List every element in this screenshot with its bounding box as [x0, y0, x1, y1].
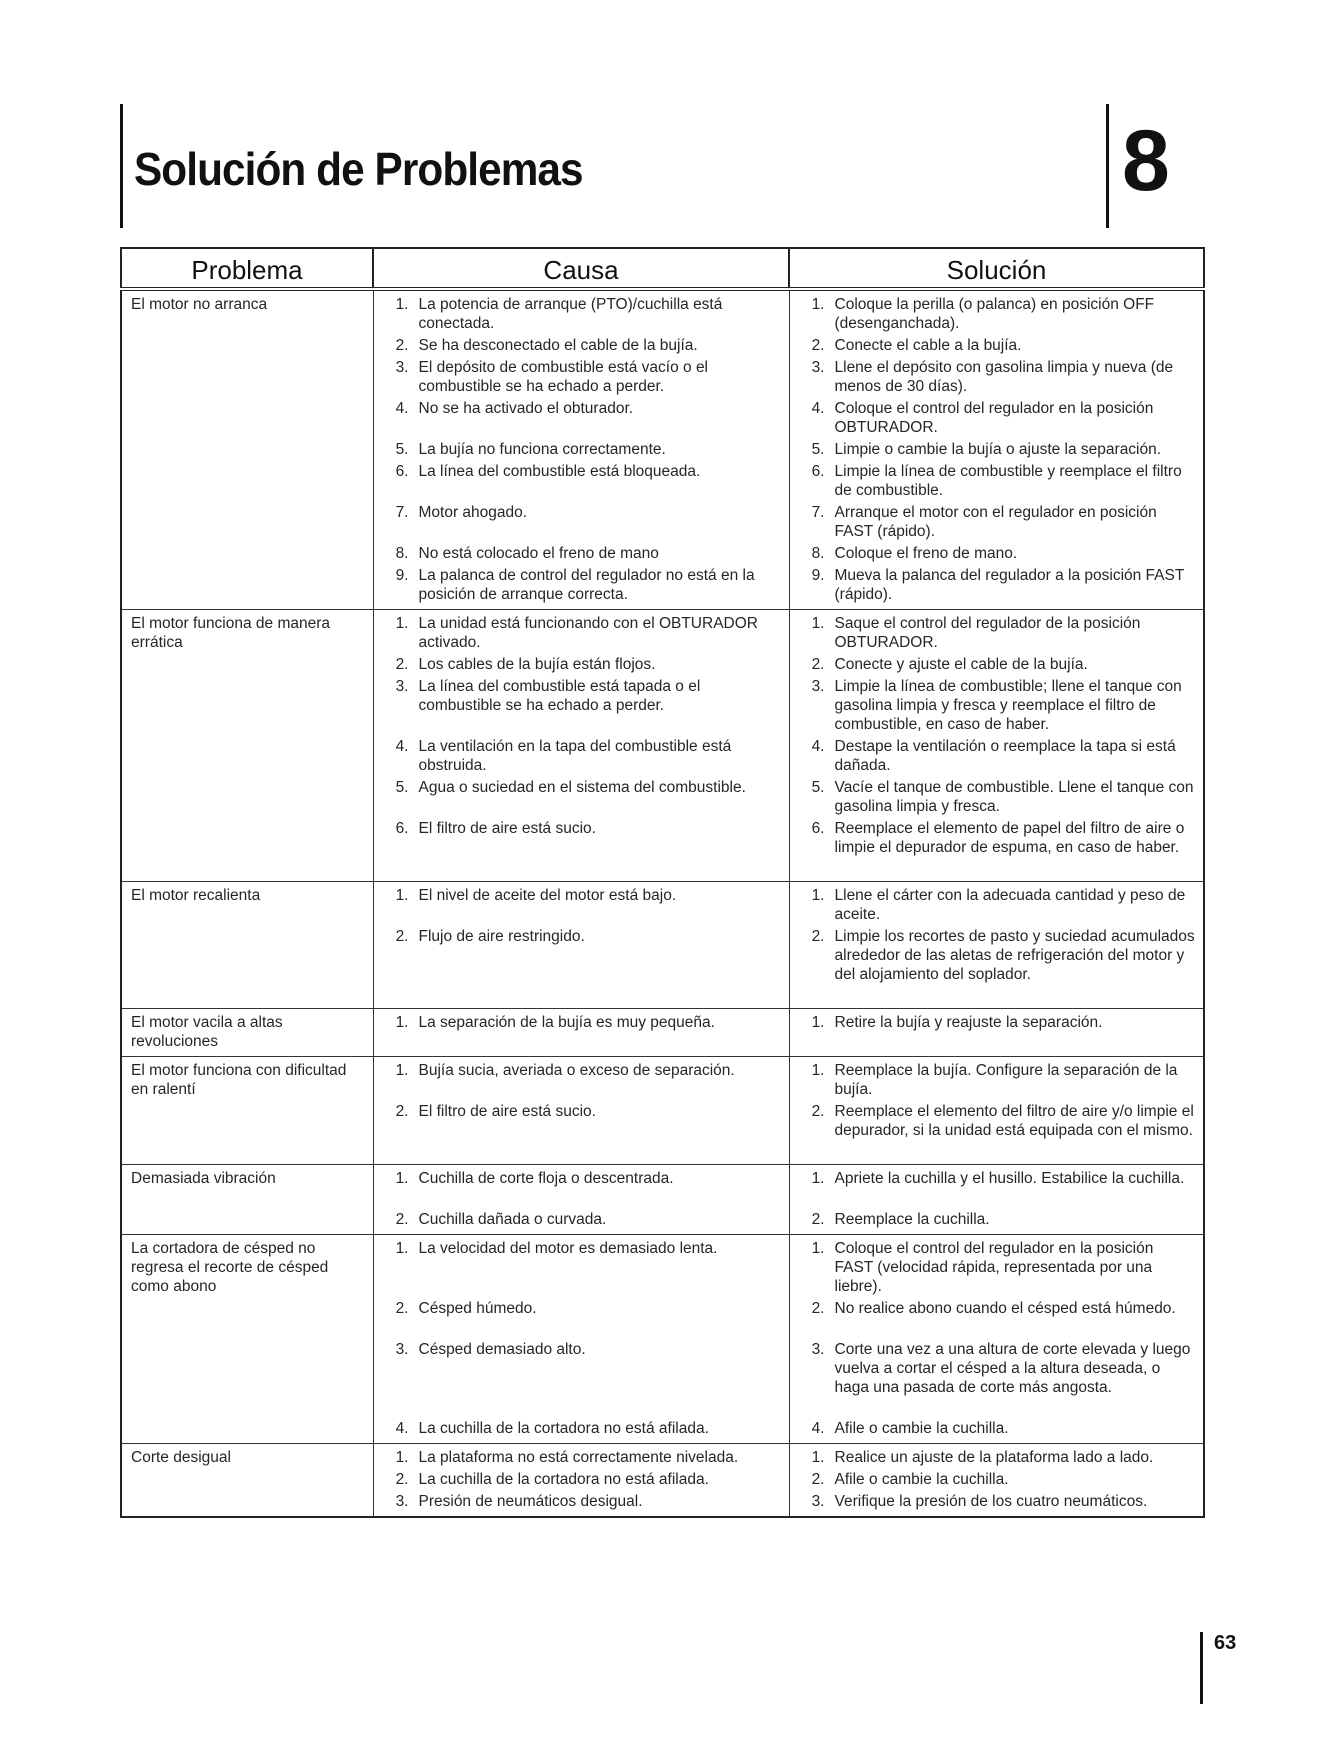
cause-cell [373, 289, 789, 610]
item-number: 1. [395, 1170, 409, 1187]
item-text: Coloque el freno de mano. [834, 545, 1018, 562]
item-text: Afile o cambie la cuchilla. [834, 1471, 1009, 1488]
cause-item [383, 462, 781, 500]
cause-item [383, 1013, 781, 1051]
item-text: Conecte el cable a la bujía. [834, 337, 1022, 354]
solution-cell [789, 610, 1204, 882]
item-number: 7. [395, 504, 409, 521]
item-text: Arranque el motor con el regulador en posición FAST (rápido). [834, 504, 1157, 540]
item-number: 2. [395, 656, 409, 673]
cause-cell [373, 1444, 789, 1518]
item-text: Flujo de aire restringido. [418, 928, 585, 945]
solution-item [799, 1492, 1196, 1511]
solution-item [799, 358, 1196, 396]
item-number: 1. [811, 1062, 825, 1079]
cause-cell [373, 882, 789, 1009]
table-row [121, 1009, 1204, 1057]
problem-cell: El motor funciona con dificultad en ralentí [121, 1057, 373, 1165]
solution-item [799, 1013, 1196, 1051]
item-text: El depósito de combustible está vacío o el combustible se ha echado a perder. [418, 359, 709, 395]
item-number: 8. [395, 545, 409, 562]
item-text: Reemplace la cuchilla. [834, 1211, 990, 1228]
item-text: Los cables de la bujía están flojos. [418, 656, 656, 673]
item-number: 3. [811, 1341, 825, 1358]
cause-item [383, 1169, 781, 1207]
solution-item [799, 399, 1196, 437]
item-number: 3. [811, 1493, 825, 1510]
item-text: Llene el cárter con la adecuada cantidad y peso de aceite. [834, 887, 1186, 923]
cause-item [383, 399, 781, 437]
item-text: Retire la bujía y reajuste la separación. [834, 1014, 1103, 1031]
cause-item [383, 1448, 781, 1467]
item-number: 8. [811, 545, 825, 562]
item-number: 2. [811, 656, 825, 673]
item-text: La velocidad del motor es demasiado lenta. [418, 1240, 718, 1257]
item-number: 2. [811, 1103, 825, 1120]
solution-item [799, 1299, 1196, 1337]
solution-item [799, 1419, 1196, 1438]
solution-item [799, 677, 1196, 734]
table-header-row [121, 248, 1204, 289]
item-text: No realice abono cuando el césped está húmedo. [834, 1300, 1176, 1317]
item-number: 3. [395, 1341, 409, 1358]
item-number: 9. [811, 567, 825, 584]
item-text: Verifique la presión de los cuatro neumáticos. [834, 1493, 1148, 1510]
item-number: 4. [395, 1420, 409, 1437]
item-text: Coloque el control del regulador en la posición FAST (velocidad rápida, representada por una liebre). [834, 1240, 1154, 1295]
item-text: La bujía no funciona correctamente. [418, 441, 666, 458]
item-text: Limpie los recortes de pasto y suciedad acumulados alrededor de las aletas de refrigeración del motor y del alojamiento del soplador. [834, 928, 1195, 983]
item-number: 7. [811, 504, 825, 521]
item-number: 1. [395, 1062, 409, 1079]
solution-cell [789, 1009, 1204, 1057]
solution-item [799, 1448, 1196, 1467]
item-number: 2. [395, 928, 409, 945]
footer-rule [1200, 1632, 1203, 1704]
cause-item [383, 1340, 781, 1416]
item-text: Corte una vez a una altura de corte elevada y luego vuelva a cortar el césped a la altura deseada, o haga una pasada de corte más angosta. [834, 1341, 1191, 1396]
item-number: 1. [811, 1449, 825, 1466]
item-number: 5. [395, 441, 409, 458]
item-text: Saque el control del regulador de la posición OBTURADOR. [834, 615, 1141, 651]
cause-item [383, 1299, 781, 1337]
item-text: Césped demasiado alto. [418, 1341, 586, 1358]
item-number: 1. [811, 1240, 825, 1257]
cause-item [383, 1239, 781, 1296]
solution-item [799, 462, 1196, 500]
cause-item [383, 440, 781, 459]
item-number: 6. [811, 820, 825, 837]
item-text: El nivel de aceite del motor está bajo. [418, 887, 677, 904]
problem-cell: La cortadora de césped no regresa el recorte de césped como abono [121, 1235, 373, 1444]
problem-cell: El motor no arranca [121, 289, 373, 610]
item-number: 3. [395, 359, 409, 376]
item-number: 4. [395, 400, 409, 417]
item-number: 3. [395, 1493, 409, 1510]
item-text: Motor ahogado. [418, 504, 528, 521]
item-number: 1. [395, 615, 409, 632]
item-text: La plataforma no está correctamente nivelada. [418, 1449, 739, 1466]
item-text: La unidad está funcionando con el OBTURADOR activado. [418, 615, 758, 651]
solution-item [799, 1061, 1196, 1099]
item-number: 9. [395, 567, 409, 584]
item-text: Limpie la línea de combustible y reemplace el filtro de combustible. [834, 463, 1182, 499]
item-text: No se ha activado el obturador. [418, 400, 634, 417]
item-number: 4. [811, 738, 825, 755]
solution-cell [789, 1165, 1204, 1235]
solution-item [799, 1470, 1196, 1489]
solution-item [799, 503, 1196, 541]
item-text: Limpie o cambie la bujía o ajuste la separación. [834, 441, 1162, 458]
item-number: 1. [811, 887, 825, 904]
solution-item [799, 295, 1196, 333]
item-number: 6. [395, 820, 409, 837]
cause-item [383, 1419, 781, 1438]
cause-item [383, 336, 781, 355]
item-number: 5. [395, 779, 409, 796]
item-number: 2. [811, 337, 825, 354]
item-number: 1. [395, 1449, 409, 1466]
item-number: 1. [395, 1014, 409, 1031]
cause-item [383, 737, 781, 775]
item-number: 2. [811, 1211, 825, 1228]
cause-cell [373, 610, 789, 882]
header-rule-right [1106, 104, 1109, 228]
item-number: 5. [811, 441, 825, 458]
item-text: La cuchilla de la cortadora no está afilada. [418, 1471, 709, 1488]
item-number: 5. [811, 779, 825, 796]
solution-item [799, 1210, 1196, 1229]
item-text: La línea del combustible está tapada o el combustible se ha echado a perder. [418, 678, 701, 714]
cause-item [383, 566, 781, 604]
table-row [121, 1444, 1204, 1518]
solution-item [799, 886, 1196, 924]
item-number: 1. [811, 1014, 825, 1031]
cause-item [383, 544, 781, 563]
item-number: 6. [395, 463, 409, 480]
item-number: 1. [395, 887, 409, 904]
item-number: 2. [395, 1471, 409, 1488]
item-text: Césped húmedo. [418, 1300, 537, 1317]
cause-item [383, 1061, 781, 1099]
item-text: Reemplace el elemento del filtro de aire y/o limpie el depurador, si la unidad está equipada con el mismo. [834, 1103, 1194, 1139]
item-number: 3. [811, 359, 825, 376]
item-text: Coloque la perilla (o palanca) en posición OFF (desenganchada). [834, 296, 1155, 332]
item-text: Llene el depósito con gasolina limpia y nueva (de menos de 30 días). [834, 359, 1174, 395]
solution-item [799, 440, 1196, 459]
solution-cell [789, 1444, 1204, 1518]
cause-item [383, 503, 781, 541]
cause-cell [373, 1235, 789, 1444]
item-number: 6. [811, 463, 825, 480]
item-number: 2. [811, 1300, 825, 1317]
item-text: Conecte y ajuste el cable de la bujía. [834, 656, 1088, 673]
cause-cell [373, 1057, 789, 1165]
page-number: 63 [1214, 1632, 1237, 1654]
solution-cell [789, 1057, 1204, 1165]
item-text: Se ha desconectado el cable de la bujía. [418, 337, 698, 354]
item-text: Coloque el control del regulador en la posición OBTURADOR. [834, 400, 1154, 436]
item-text: Cuchilla dañada o curvada. [418, 1211, 607, 1228]
item-text: Afile o cambie la cuchilla. [834, 1420, 1009, 1437]
item-text: La potencia de arranque (PTO)/cuchilla está conectada. [418, 296, 723, 332]
item-text: Mueva la palanca del regulador a la posición FAST (rápido). [834, 567, 1185, 603]
item-number: 2. [811, 928, 825, 945]
item-text: Cuchilla de corte floja o descentrada. [418, 1170, 674, 1187]
solution-item [799, 1169, 1196, 1207]
item-number: 1. [395, 1240, 409, 1257]
item-text: Limpie la línea de combustible; llene el tanque con gasolina limpia y fresca y reemplace el filtro de combustible, en caso de haber. [834, 678, 1182, 733]
solution-item [799, 778, 1196, 816]
problem-cell: El motor funciona de manera errática [121, 610, 373, 882]
cause-item [383, 778, 781, 816]
table-row [121, 1057, 1204, 1165]
item-text: El filtro de aire está sucio. [418, 1103, 596, 1120]
cause-cell [373, 1165, 789, 1235]
cause-item [383, 358, 781, 396]
item-number: 3. [811, 678, 825, 695]
item-text: La separación de la bujía es muy pequeña. [418, 1014, 715, 1031]
cause-item [383, 614, 781, 652]
item-number: 3. [395, 678, 409, 695]
item-text: Agua o suciedad en el sistema del combustible. [418, 779, 746, 796]
solution-item [799, 336, 1196, 355]
item-text: La cuchilla de la cortadora no está afilada. [418, 1420, 709, 1437]
solution-item [799, 1239, 1196, 1296]
solution-cell [789, 289, 1204, 610]
item-number: 2. [395, 337, 409, 354]
troubleshooting-table [120, 247, 1205, 1518]
solution-item [799, 1340, 1196, 1416]
cause-item [383, 1470, 781, 1489]
cause-item [383, 655, 781, 674]
item-text: Presión de neumáticos desigual. [418, 1493, 643, 1510]
header-problem: Problema [121, 248, 373, 289]
item-text: No está colocado el freno de mano [418, 545, 659, 562]
cause-item [383, 927, 781, 1003]
item-text: Destape la ventilación o reemplace la tapa si está dañada. [834, 738, 1176, 774]
header-solution: Solución [789, 248, 1204, 289]
item-number: 1. [811, 615, 825, 632]
item-number: 4. [811, 1420, 825, 1437]
cause-cell [373, 1009, 789, 1057]
solution-item [799, 737, 1196, 775]
solution-item [799, 927, 1196, 1003]
table-row [121, 289, 1204, 610]
cause-item [383, 886, 781, 924]
solution-cell [789, 1235, 1204, 1444]
table-row [121, 1235, 1204, 1444]
cause-item [383, 677, 781, 734]
problem-cell: El motor vacila a altas revoluciones [121, 1009, 373, 1057]
problem-cell: El motor recalienta [121, 882, 373, 1009]
item-number: 2. [811, 1471, 825, 1488]
item-number: 2. [395, 1300, 409, 1317]
solution-item [799, 614, 1196, 652]
header-cause: Causa [373, 248, 789, 289]
item-text: Apriete la cuchilla y el husillo. Estabilice la cuchilla. [834, 1170, 1185, 1187]
table-row [121, 882, 1204, 1009]
item-text: Vacíe el tanque de combustible. Llene el tanque con gasolina limpia y fresca. [834, 779, 1194, 815]
item-text: La línea del combustible está bloqueada. [418, 463, 701, 480]
item-text: La palanca de control del regulador no está en la posición de arranque correcta. [418, 567, 755, 603]
item-number: 2. [395, 1103, 409, 1120]
solution-cell [789, 882, 1204, 1009]
table-row [121, 1165, 1204, 1235]
cause-item [383, 1492, 781, 1511]
item-number: 4. [395, 738, 409, 755]
item-number: 1. [811, 296, 825, 313]
cause-item [383, 1210, 781, 1229]
chapter-number: 8 [1122, 113, 1170, 209]
item-number: 1. [395, 296, 409, 313]
item-number: 1. [811, 1170, 825, 1187]
item-number: 4. [811, 400, 825, 417]
item-text: Reemplace la bujía. Configure la separación de la bujía. [834, 1062, 1178, 1098]
solution-item [799, 655, 1196, 674]
item-number: 2. [395, 1211, 409, 1228]
solution-item [799, 566, 1196, 604]
problem-cell: Demasiada vibración [121, 1165, 373, 1235]
solution-item [799, 819, 1196, 876]
solution-item [799, 1102, 1196, 1159]
cause-item [383, 819, 781, 876]
item-text: El filtro de aire está sucio. [418, 820, 596, 837]
cause-item [383, 295, 781, 333]
item-text: Reemplace el elemento de papel del filtro de aire o limpie el depurador de espuma, en caso de haber. [834, 820, 1185, 856]
solution-item [799, 544, 1196, 563]
problem-cell: Corte desigual [121, 1444, 373, 1518]
item-text: Realice un ajuste de la plataforma lado a lado. [834, 1449, 1154, 1466]
header-rule-left [120, 104, 123, 228]
item-text: Bujía sucia, averiada o exceso de separación. [418, 1062, 735, 1079]
page-title: Solución de Problemas [134, 143, 583, 195]
item-text: La ventilación en la tapa del combustible está obstruida. [418, 738, 732, 774]
cause-item [383, 1102, 781, 1159]
table-row [121, 610, 1204, 882]
